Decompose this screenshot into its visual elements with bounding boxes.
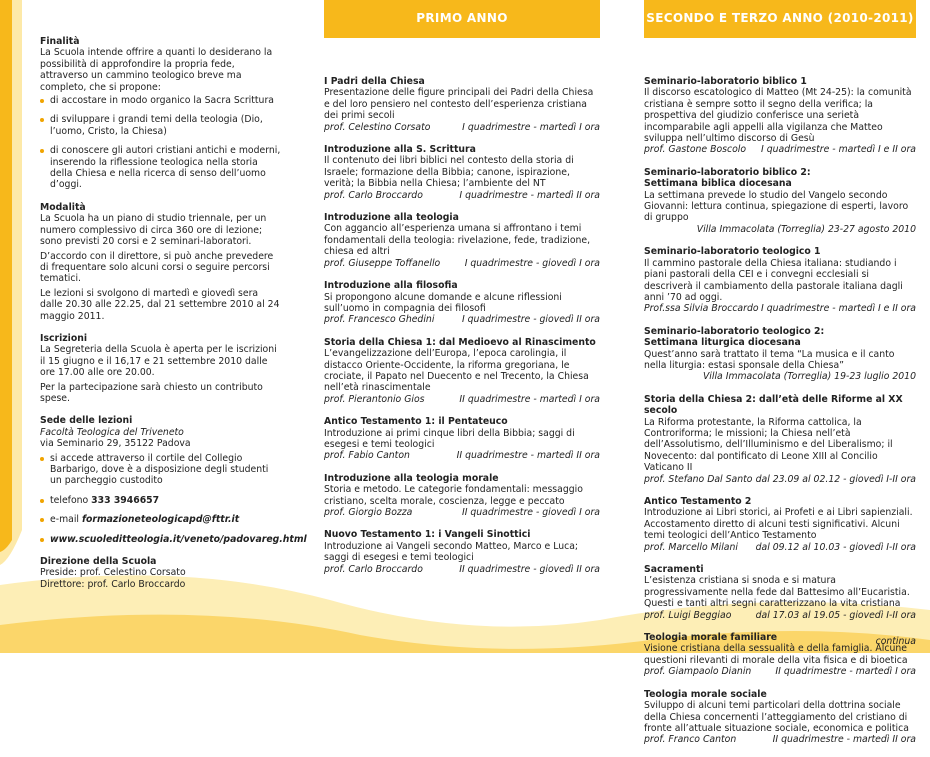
course-title: Antico Testamento 2 [644, 496, 752, 507]
teacher-name: prof. Giuseppe Toffanello [324, 257, 441, 269]
teacher-name: prof. Franco Canton [644, 734, 737, 746]
course-schedule: I quadrimestre - martedì I e II ora [761, 303, 916, 315]
phone-number[interactable]: 333 3946657 [91, 494, 160, 506]
course-item [324, 280, 600, 326]
finalita-section [40, 36, 282, 191]
course-item [644, 246, 916, 314]
course-teacher-row [644, 303, 916, 314]
course-description: Introduzione ai Vangeli secondo Matteo, Marco e Luca; saggi di esegesi e temi teologici [324, 540, 579, 564]
course-teacher-row [324, 258, 600, 269]
course-place: Villa Immacolata (Torreglia) 23-27 agosto 2010 [696, 223, 916, 235]
modalita-p1: La Scuola ha un piano di studio triennale, per un numero complessivo di circa 360 ore di lezione; sono previsti 20 corsi e 2 seminari-laboratori. [40, 213, 267, 248]
course-description: Visione cristiana della sessualità e della famiglia. Alcune questioni rilevanti di morale della vita fisica e di bioetica [644, 643, 908, 666]
course-item [644, 689, 916, 746]
teacher-name: prof. Francesco Ghedini [324, 314, 435, 326]
course-item [644, 564, 916, 621]
course-teacher-row [644, 144, 916, 155]
course-item [324, 337, 600, 405]
sede-place: Facoltà Teologica del Triveneto [40, 426, 184, 438]
continua-label: continua [875, 636, 916, 647]
course-title: Introduzione alla teologia morale [324, 472, 499, 484]
course-teacher-row [324, 190, 600, 201]
teacher-name: prof. Marcello Milani [644, 541, 738, 553]
course-teacher-row [324, 450, 600, 461]
teacher-name: prof. Giorgio Bozza [324, 507, 413, 518]
course-title: Introduzione alla S. Scrittura [324, 144, 476, 156]
modalita-title: Modalità [40, 201, 86, 213]
course-schedule: dal 17.03 al 19.05 - giovedì I-II ora [755, 609, 916, 621]
course-item [324, 144, 600, 201]
teacher-name: prof. Luigi Beggiao [644, 609, 732, 621]
course-schedule: II quadrimestre - martedì II ora [456, 450, 600, 462]
course-description: Presentazione delle figure principali dei Padri della Chiesa e del loro pensiero nel contesto dell’esperienza cristiana dei primi secoli [324, 87, 594, 122]
course-schedule: dal 23.09 al 02.12 - giovedì I-II ora [755, 473, 916, 485]
secondo-terzo-anno-header: SECONDO E TERZO ANNO (2010-2011) [644, 0, 916, 38]
course-item [324, 212, 600, 269]
teacher-name: prof. Giampaolo Dianin [644, 666, 752, 678]
course-description: L’evangelizzazione dell’Europa, l’epoca carolingia, il distacco Oriente-Occidente, la riforma gregoriana, le crociate, il Papato nel Duecento e nel Trecento, la Chiesa nell’età rinascimentale [324, 348, 589, 394]
course-item [644, 167, 916, 235]
course-teacher-row [324, 314, 600, 325]
teacher-name: prof. Stefano Dal Santo [644, 473, 753, 485]
primo-anno-header: PRIMO ANNO [324, 0, 600, 38]
course-item [324, 416, 600, 462]
course-description: Quest’anno sarà trattato il tema “La musica e il canto nella liturgia: estasi sponsale della Chiesa” [644, 348, 895, 371]
teacher-name: prof. Pierantonio Gios [324, 393, 425, 405]
course-title: Seminario-laboratorio teologico 1 [644, 246, 821, 258]
column-primo-anno [324, 0, 600, 586]
modalita-p3: Le lezioni si svolgono di martedì e giovedì sera dalle 20.30 alle 22.25, dal 21 settembre 2010 al 24 maggio 2011. [40, 287, 280, 322]
course-description: Introduzione ai primi cinque libri della Bibbia; saggi di esegesi e temi teologici [324, 427, 575, 450]
course-schedule: II quadrimestre - martedì I ora [459, 393, 600, 405]
course-schedule: I quadrimestre - martedì I e II ora [761, 144, 916, 156]
finalita-list [40, 95, 282, 191]
sede-list [40, 452, 307, 545]
course-teacher-row [324, 122, 600, 133]
course-teacher-row [644, 666, 916, 677]
web-item [40, 533, 307, 545]
course-schedule: II quadrimestre - martedì I ora [775, 666, 916, 678]
course-item [324, 473, 600, 519]
teacher-name: prof. Carlo Broccardo [324, 563, 423, 575]
course-place: Villa Immacolata (Torreglia) 19-23 luglio 2010 [702, 371, 916, 383]
list-item: di conoscere gli autori cristiani antichi e moderni, inserendo la riflessione teologica nella storia della Chiesa e nella ricerca di senso dell’uomo d’oggi. [40, 145, 282, 191]
iscrizioni-p1: La Segreteria della Scuola è aperta per le iscrizioni il 15 giugno e il 16,17 e 21 settembre 2010 dalle ore 17.00 alle ore 20.00. [40, 344, 277, 379]
course-teacher-row [644, 474, 916, 485]
course-title: Sacramenti [644, 564, 704, 576]
course-schedule: II quadrimestre - giovedì I ora [461, 507, 600, 518]
course-schedule: I quadrimestre - martedì II ora [459, 189, 600, 201]
course-item [644, 326, 916, 383]
course-title: Seminario-laboratorio biblico 2: Settimana biblica diocesana [644, 166, 811, 190]
phone-item [40, 495, 282, 506]
course-teacher-row [644, 734, 916, 745]
finalita-title: Finalità [40, 36, 80, 47]
sede-address: via Seminario 29, 35122 Padova [40, 438, 191, 450]
course-teacher-row [324, 564, 600, 575]
course-description: Il discorso escatologico di Matteo (Mt 24-25): la comunità cristiana è sempre sotto il segno della verifica; la prospettiva del giudizio conferisce una serietà incomparabile agli appelli alla vigilanza che Matteo sviluppa nell’ultimo discorso di Gesù [644, 87, 912, 145]
course-schedule: I quadrimestre - martedì I ora [462, 121, 600, 133]
finalita-intro: La Scuola intende offrire a quanti lo desiderano la possibilità di approfondire la propria fede, attraverso un cammino teologico breve ma completo, che si propone: [40, 47, 273, 93]
course-schedule: dal 09.12 al 10.03 - giovedì I-II ora [755, 541, 916, 553]
course-description: L’esistenza cristiana si snoda e si matura progressivamente nella fede dal Battesimo all’Eucaristia. Questi e tanti altri segni caratterizzano la vita cristiana [644, 575, 910, 610]
course-schedule: II quadrimestre - giovedì II ora [459, 563, 600, 575]
course-description: La Riforma protestante, la Riforma cattolica, la Controriforma; le missioni; la Chiesa nell’età dell’Assolutismo, dell’Illuminismo e del Liberalismo; il Novecento: dal pontificato di Leone XIII al Concilio Vaticano II [644, 416, 893, 474]
sede-section [40, 415, 307, 545]
primo-anno-courses [324, 76, 600, 575]
course-item [324, 76, 600, 133]
course-description: Introduzione ai Libri storici, ai Profeti e ai Libri sapienziali. Accostamento diretto di alcuni testi significativi. Alcuni temi teologici dell’Antico Testamento [644, 507, 913, 542]
direzione-title: Direzione della Scuola [40, 556, 157, 568]
course-title: Introduzione alla teologia [324, 212, 459, 224]
website-link[interactable]: www.scuoleditteologia.it/veneto/padovareg.html [50, 533, 307, 545]
course-teacher-row [644, 610, 916, 621]
course-item [644, 76, 916, 156]
teacher-name: prof. Fabio Canton [324, 450, 410, 462]
course-title: Antico Testamento 1: il Pentateuco [324, 416, 508, 428]
teacher-name: Prof.ssa Silvia Broccardo [644, 303, 759, 315]
course-description: Si propongono alcune domande e alcune riflessioni sull’uomo in compagnia dei filosofi [324, 291, 562, 314]
direzione-direttore: Direttore: prof. Carlo Broccardo [40, 578, 186, 590]
iscrizioni-title: Iscrizioni [40, 332, 88, 344]
course-item [644, 496, 916, 553]
modalita-p2: D’accordo con il direttore, si può anche prevedere di frequentare solo alcuni corsi o seguire percorsi tematici. [40, 250, 274, 285]
course-description: Il contenuto dei libri biblici nel contesto della storia di Israele; formazione della Bibbia; canone, ispirazione, verità; la Bibbia nella Chiesa; l’ambiente del NT [324, 155, 574, 190]
email-label: e-mail [50, 514, 82, 526]
course-description: Con aggancio all’esperienza umana si affrontano i temi fondamentali della teologia: rivelazione, fede, tradizione, chiesa ed altri [324, 223, 591, 258]
course-title: Seminario-laboratorio teologico 2: Settimana liturgica diocesana [644, 325, 825, 349]
iscrizioni-p2: Per la partecipazione sarà chiesto un contributo spese. [40, 381, 263, 404]
course-description: La settimana prevede lo studio del Vangelo secondo Giovanni: lettura continua, spiegazione di esperti, lavoro di gruppo [644, 189, 909, 224]
column-info [40, 36, 307, 601]
course-teacher-row [644, 542, 916, 553]
list-item: di sviluppare i grandi temi della teologia (Dio, l’uomo, Cristo, la Chiesa) [40, 114, 282, 137]
iscrizioni-section [40, 333, 282, 404]
course-item [644, 394, 916, 485]
course-description: Storia e metodo. Le categorie fondamentali: messaggio cristiano, scelta morale, coscienza, legge e peccato [324, 484, 583, 507]
course-title: Teologia morale familiare [644, 632, 778, 644]
modalita-section [40, 202, 282, 322]
direzione-preside: Preside: prof. Celestino Corsato [40, 567, 186, 579]
teacher-name: prof. Carlo Broccardo [324, 189, 423, 201]
course-schedule: I quadrimestre - giovedì II ora [461, 314, 600, 326]
teacher-name: prof. Gastone Boscolo [644, 144, 747, 156]
list-item: si accede attraverso il cortile del Collegio Barbarigo, dove è a disposizione degli studenti un parcheggio custodito [40, 453, 282, 487]
course-title: Seminario-laboratorio biblico 1 [644, 76, 807, 87]
course-schedule: II quadrimestre - martedì II ora [772, 734, 916, 746]
email-item [40, 514, 282, 525]
course-title: Storia della Chiesa 1: dal Medioevo al Rinascimento [324, 336, 596, 348]
course-teacher-row [324, 507, 600, 518]
course-description: Sviluppo di alcuni temi particolari della dottrina sociale della Chiesa concernenti l’atteggiamento del cristiano di fronte all’attuale situazione sociale, economica e politica [644, 700, 909, 734]
course-title: Nuovo Testamento 1: i Vangeli Sinottici [324, 529, 531, 541]
course-title: Introduzione alla filosofia [324, 280, 458, 292]
course-item [324, 529, 600, 575]
direzione-section [40, 556, 282, 590]
course-title: Teologia morale sociale [644, 688, 767, 700]
email-link[interactable]: formazioneteologicapd@fttr.it [81, 514, 240, 526]
list-item: di accostare in modo organico la Sacra Scrittura [40, 95, 282, 106]
course-title: I Padri della Chiesa [324, 76, 425, 87]
course-description: Il cammino pastorale della Chiesa italiana: studiando i piani pastorali della CEI e i convegni ecclesiali si descriverà il cambiamento della pastorale italiana dagli anni ’70 ad oggi. [644, 257, 903, 303]
course-title: Storia della Chiesa 2: dall’età delle Riforme al XX secolo [644, 393, 903, 417]
teacher-name: prof. Celestino Corsato [324, 121, 431, 133]
course-schedule: I quadrimestre - giovedì I ora [464, 257, 600, 269]
phone-label: telefono [50, 494, 92, 506]
course-teacher-row [324, 394, 600, 405]
sede-title: Sede delle lezioni [40, 415, 133, 427]
